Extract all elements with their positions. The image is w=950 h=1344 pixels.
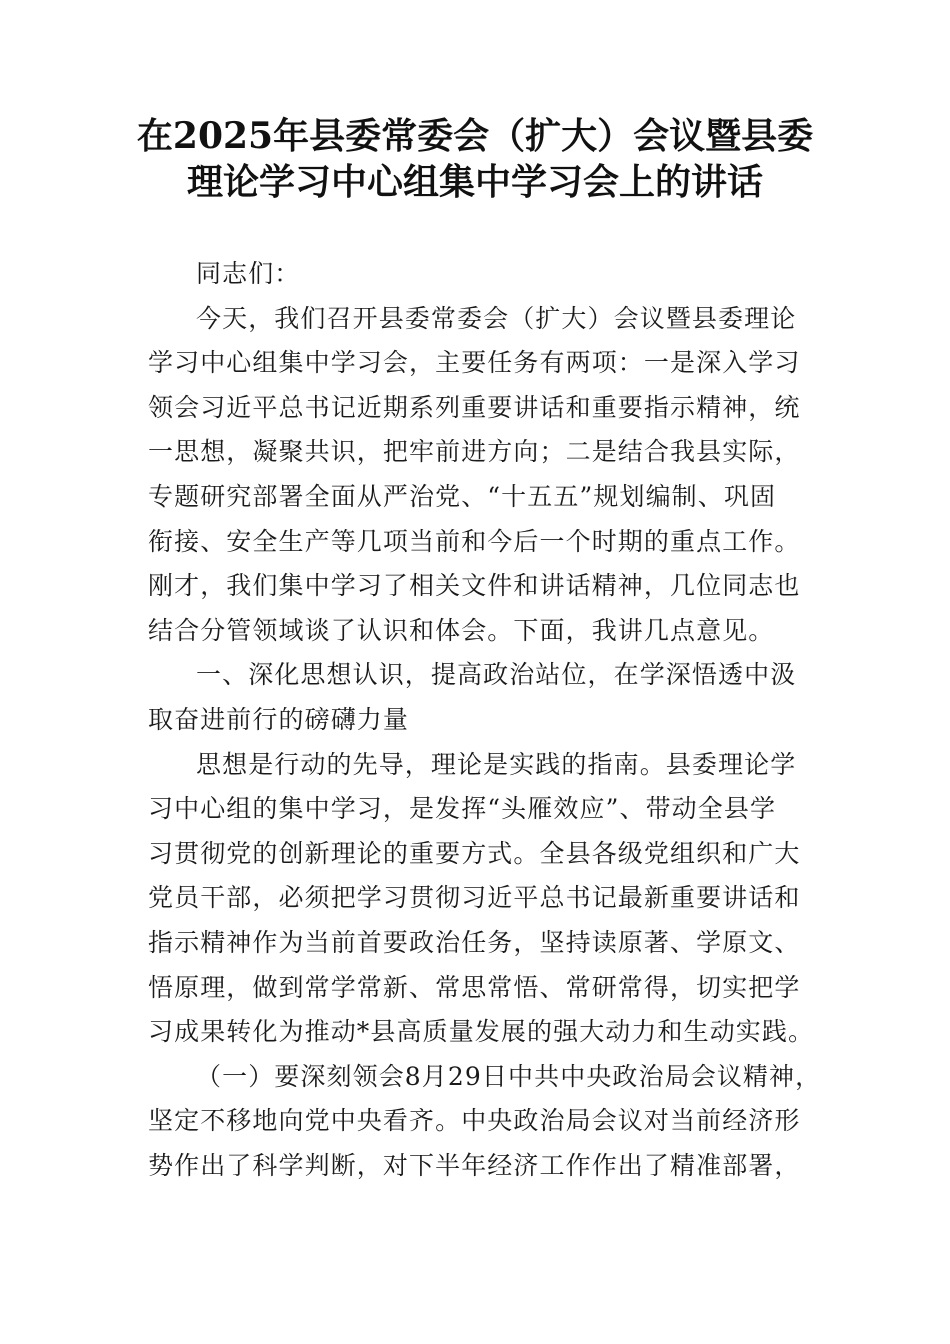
text-line: 思想是行动的先导，理论是实践的指南。县委理论学 bbox=[196, 749, 797, 779]
document-body bbox=[148, 252, 822, 1188]
text-line: 党员干部，必须把学习贯彻习近平总书记最新重要讲话和 bbox=[148, 883, 801, 913]
text-line: 刚才，我们集中学习了相关文件和讲话精神，几位同志也 bbox=[148, 571, 801, 601]
text-line: 衔接、安全生产等几项当前和今后一个时期的重点工作。 bbox=[148, 526, 801, 556]
text-line: 习成果转化为推动*县高质量发展的强大动力和生动实践。 bbox=[148, 1017, 815, 1047]
text-line: 指示精神作为当前首要政治任务，坚持读原著、学原文、 bbox=[148, 927, 801, 957]
text-line: 一思想，凝聚共识，把牢前进方向；二是结合我县实际， bbox=[148, 437, 801, 467]
text-line: 习贯彻党的创新理论的重要方式。全县各级党组织和广大 bbox=[148, 838, 801, 868]
text-line: 取奋进前行的磅礴力量 bbox=[148, 704, 410, 734]
document-title-line-1: 在2025年县委常委会（扩大）会议暨县委 bbox=[136, 115, 814, 157]
text-line: 同志们： bbox=[196, 259, 301, 288]
text-line: （一）要深刻领会8月29日中共中央政治局会议精神， bbox=[196, 1061, 822, 1091]
text-line: 悟原理，做到常学常新、常思常悟、常研常得，切实把学 bbox=[148, 972, 801, 1002]
text-line: 结合分管领域谈了认识和体会。下面，我讲几点意见。 bbox=[148, 615, 775, 645]
text-line: 领会习近平总书记近期系列重要讲话和重要指示精神，统 bbox=[148, 392, 801, 422]
text-line: 习中心组的集中学习，是发挥“头雁效应”、带动全县学 bbox=[148, 794, 777, 824]
document-title-line-2: 理论学习中心组集中学习会上的讲话 bbox=[186, 161, 763, 203]
text-line: 专题研究部署全面从严治党、“十五五”规划编制、巩固 bbox=[148, 481, 777, 511]
text-line: 坚定不移地向党中央看齐。中央政治局会议对当前经济形 bbox=[148, 1106, 801, 1136]
text-line: 势作出了科学判断，对下半年经济工作作出了精准部署， bbox=[148, 1150, 801, 1180]
text-line: 今天，我们召开县委常委会（扩大）会议暨县委理论 bbox=[196, 303, 797, 333]
text-line: 一、深化思想认识，提高政治站位，在学深悟透中汲 bbox=[196, 660, 797, 690]
text-line: 学习中心组集中学习会，主要任务有两项：一是深入学习 bbox=[148, 348, 801, 378]
